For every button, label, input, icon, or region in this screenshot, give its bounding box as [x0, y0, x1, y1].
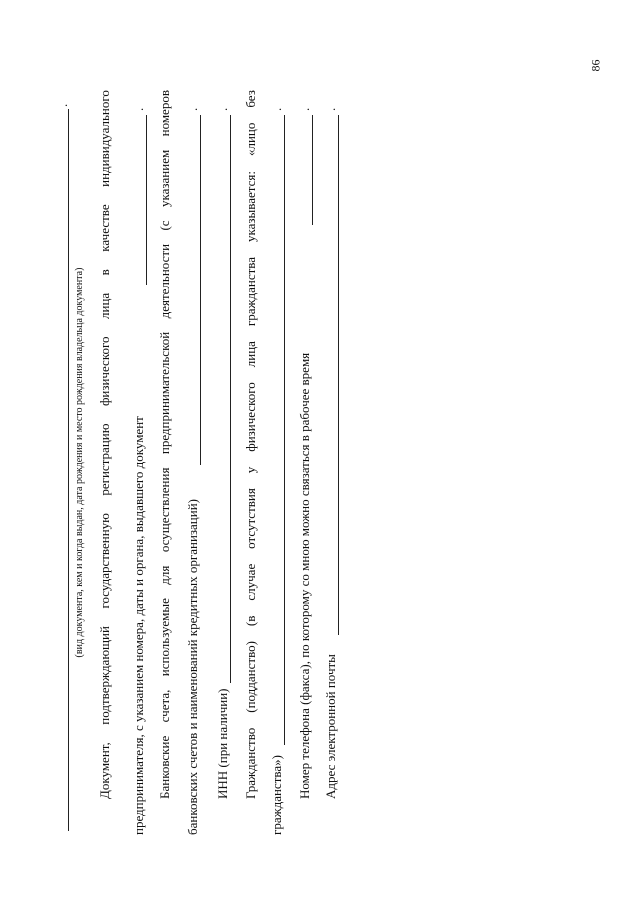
word: предпринимательской	[157, 331, 172, 455]
bank-accounts-line2: банковских счетов и наименований кредитных организаций)	[185, 498, 200, 835]
word: Документ,	[97, 742, 112, 799]
word: гражданства	[243, 256, 258, 327]
bank-accounts-line2-row	[180, 90, 206, 835]
phone-label: Номер телефона (факса), по которому со мною можно связаться в рабочее время	[297, 352, 312, 799]
word: осуществления	[157, 467, 172, 553]
word: лица	[97, 292, 112, 319]
citizenship-line2-row	[264, 90, 290, 835]
word: деятельности	[157, 243, 172, 319]
bank-accounts-line1	[152, 90, 178, 835]
word: без	[243, 90, 258, 108]
form-block-rotated	[48, 90, 348, 835]
phone-fill-line	[312, 115, 313, 225]
word: указанием	[157, 149, 172, 208]
word: используемые	[157, 598, 172, 677]
word: (подданство)	[243, 641, 258, 713]
word: в	[97, 269, 112, 276]
word: качестве	[97, 204, 112, 252]
word: государственную	[97, 513, 112, 609]
phone-row	[292, 90, 318, 835]
bank-accounts-end: .	[185, 107, 200, 111]
word: индивидуального	[97, 90, 112, 187]
word: указывается:	[243, 171, 258, 242]
word: физического	[243, 382, 258, 452]
citizenship-fill-line	[284, 115, 285, 745]
inn-label: ИНН (при наличии)	[215, 688, 230, 799]
doc-blank-line	[68, 109, 69, 831]
page-number: 86	[588, 59, 603, 72]
form-block	[48, 90, 348, 835]
bank-accounts-fill-line	[200, 115, 201, 465]
word: (с	[157, 220, 172, 231]
inn-fill-line	[230, 115, 231, 683]
word: «лицо	[243, 122, 258, 157]
word: лица	[243, 341, 258, 368]
word: для	[157, 565, 172, 585]
citizenship-end: .	[269, 107, 284, 111]
ip-document-fill-line	[146, 115, 147, 285]
email-fill-line	[338, 115, 339, 635]
word: отсутствия	[243, 488, 258, 549]
word: Гражданство	[243, 727, 258, 799]
email-label: Адрес электронной почты	[323, 654, 338, 799]
word: номеров	[157, 90, 172, 137]
word: случае	[243, 563, 258, 601]
ip-document-end: .	[131, 107, 146, 111]
inn-row	[210, 90, 236, 835]
ip-document-line2-row	[126, 90, 152, 835]
citizenship-line1	[238, 90, 264, 835]
doc-blank-end: .	[55, 103, 70, 107]
word: физического	[97, 336, 112, 407]
email-end: .	[323, 107, 338, 111]
ip-document-line2: предпринимателя, с указанием номера, даты и органа, выдавшего документ	[131, 416, 146, 835]
ip-document-line1	[92, 90, 118, 835]
phone-end: .	[297, 107, 312, 111]
word: подтверждающий	[97, 626, 112, 725]
doc-caption: (вид документа, кем и когда выдан, дата рождения и место рождения владельца документа)	[74, 267, 85, 658]
word: Банковские	[157, 735, 172, 799]
email-row	[318, 90, 344, 835]
word: (в	[243, 615, 258, 627]
word: счета,	[157, 689, 172, 723]
word: у	[243, 466, 258, 474]
inn-end: .	[215, 107, 230, 111]
word: регистрацию	[97, 423, 112, 496]
citizenship-line2: гражданства»)	[269, 755, 284, 835]
